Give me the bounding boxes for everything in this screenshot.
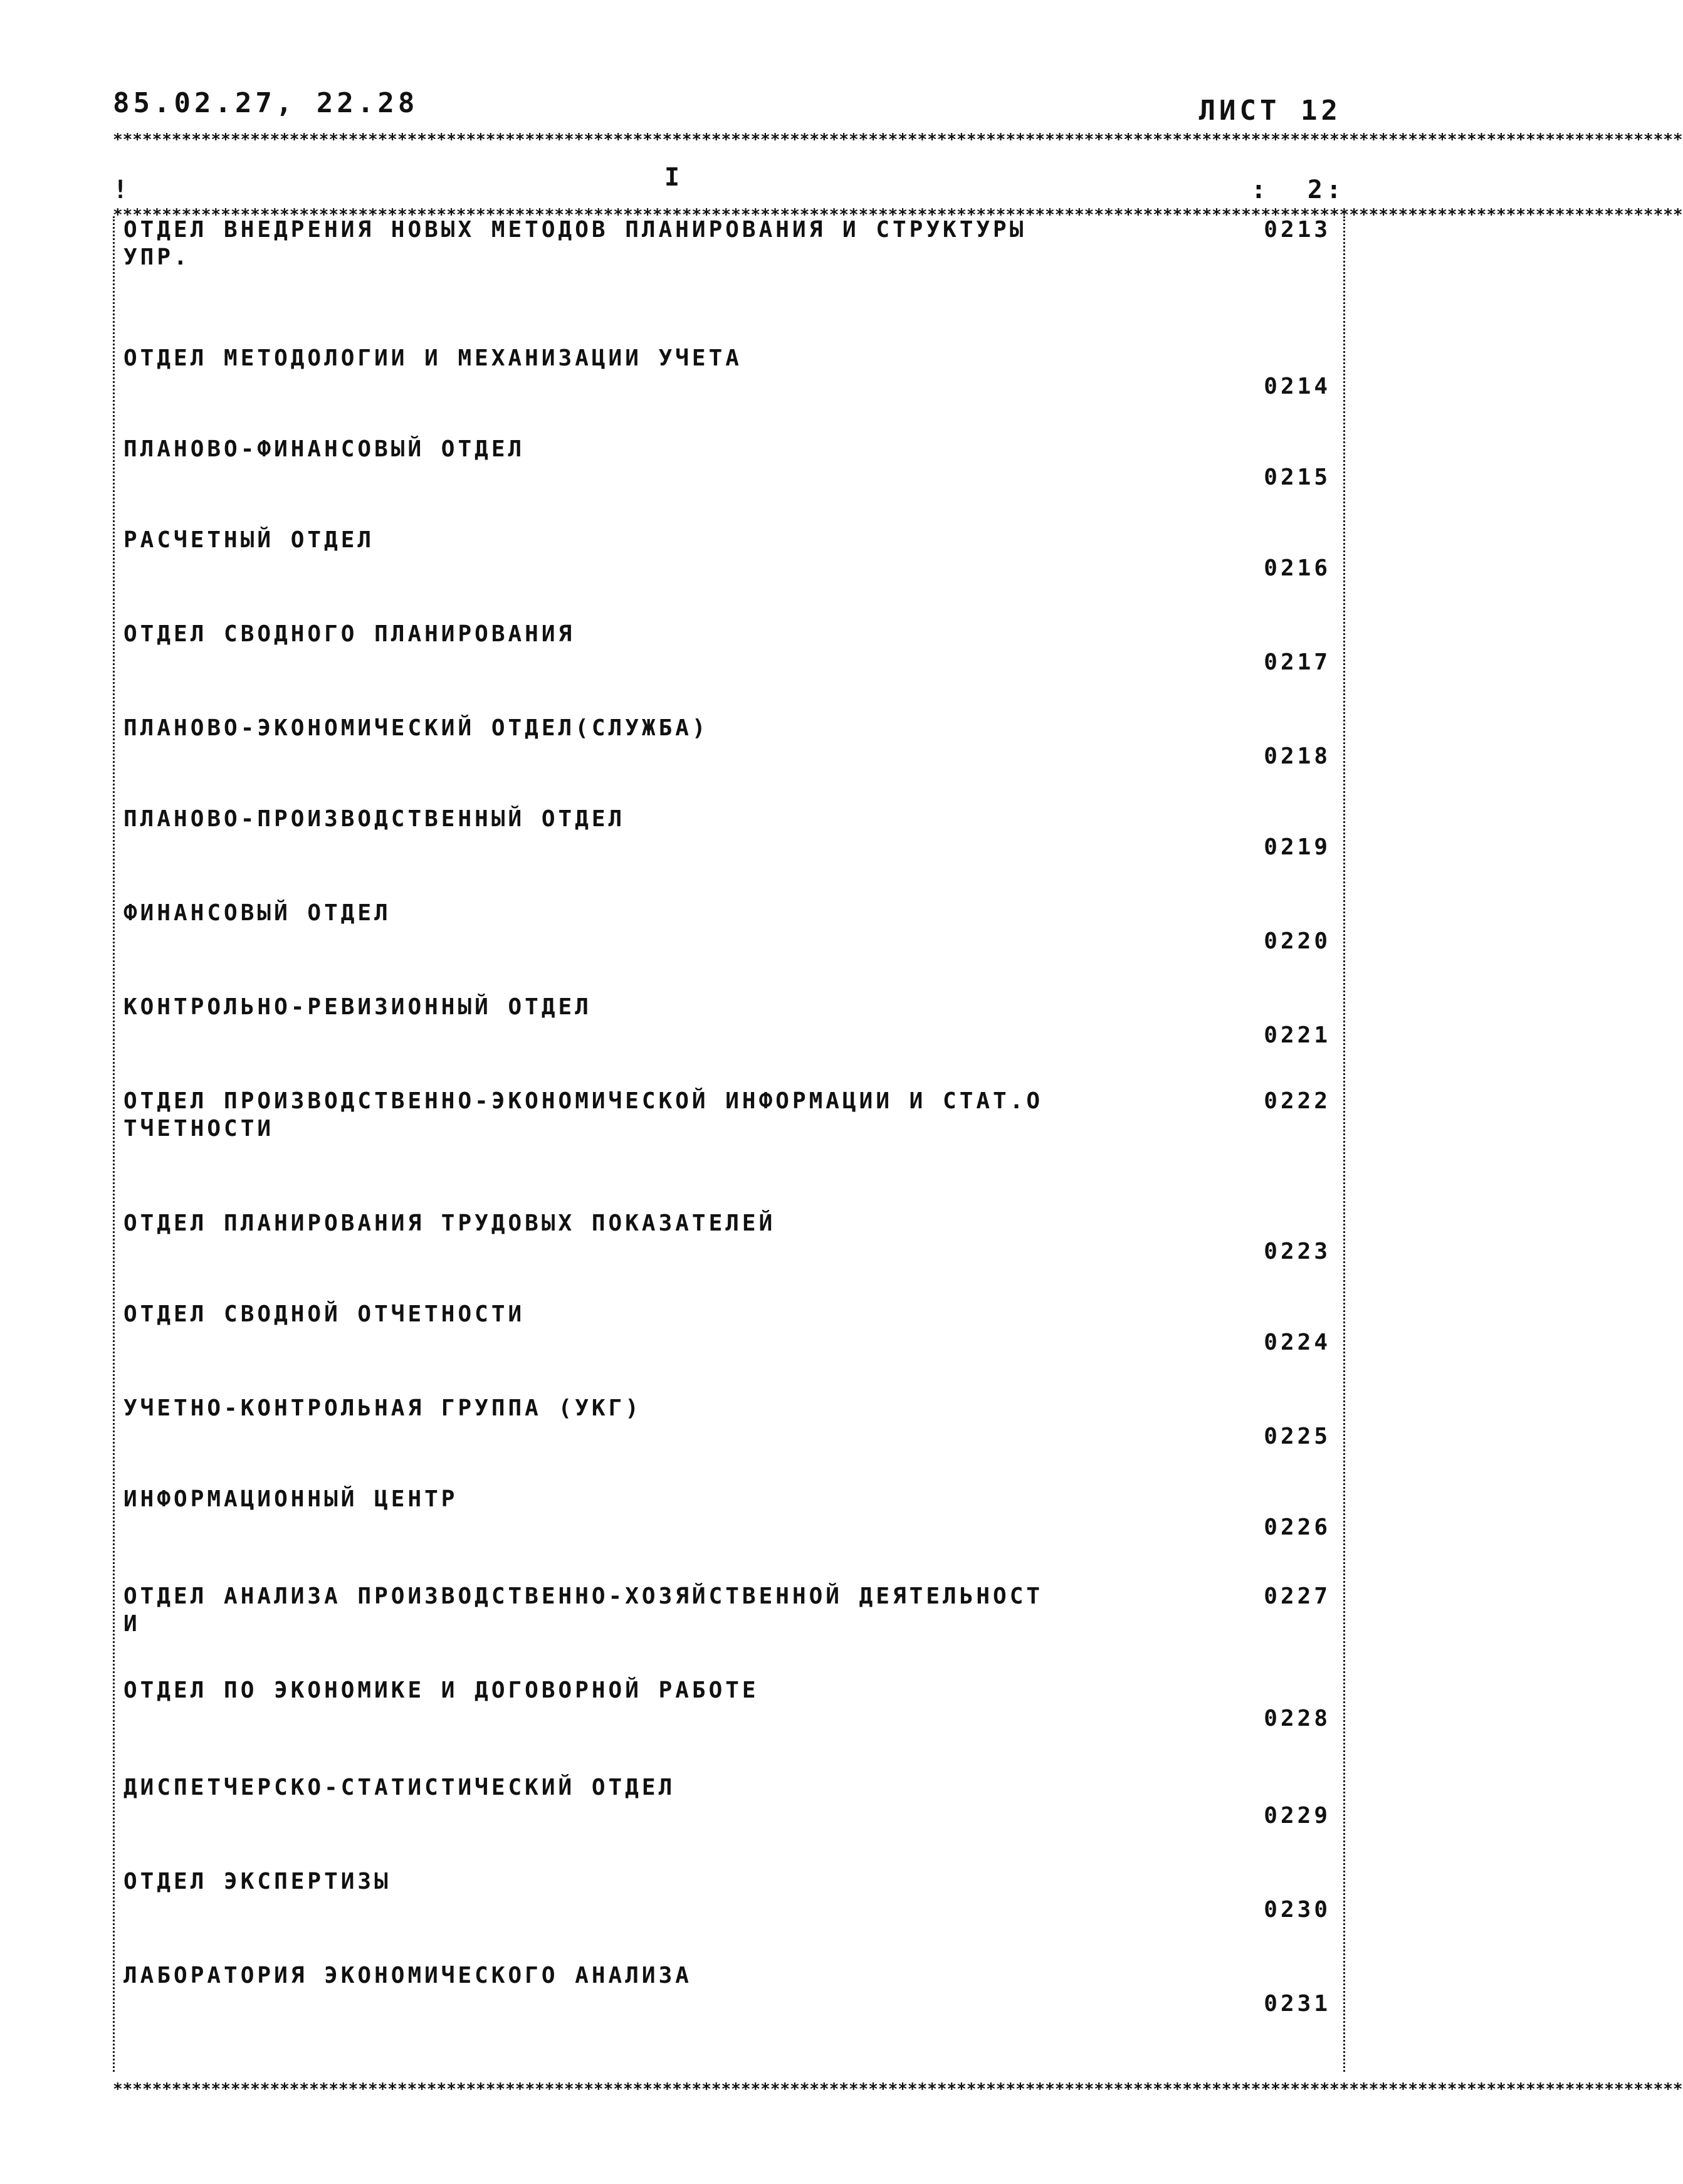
department-code: 0224 xyxy=(1264,1330,1331,1355)
department-code: 0231 xyxy=(1264,1991,1331,2017)
department-table xyxy=(113,216,1345,2072)
printout-sheet xyxy=(113,81,1683,2106)
department-code: 0215 xyxy=(1264,465,1331,490)
asterisk-rule-top: **************************************************************************************************************************************************************** xyxy=(113,130,1683,149)
department-code: 0220 xyxy=(1264,928,1331,954)
department-name: ОТДЕЛ МЕТОДОЛОГИИ И МЕХАНИЗАЦИИ УЧЕТА xyxy=(123,345,742,371)
department-name: ОТДЕЛ ПРОИЗВОДСТВЕННО-ЭКОНОМИЧЕСКОЙ ИНФОРМАЦИИ И СТАТ.О ТЧЕТНОСТИ xyxy=(123,1088,1044,1142)
column-2-number: 2 xyxy=(1307,176,1323,204)
asterisk-rule-header: **************************************************************************************************************************************************************** xyxy=(113,206,1683,224)
department-code: 0213 xyxy=(1264,217,1331,243)
department-name: ПЛАНОВО-ПРОИЗВОДСТВЕННЫЙ ОТДЕЛ xyxy=(123,806,626,832)
column-separator-left: ! xyxy=(113,176,128,204)
department-name: ОТДЕЛ ВНЕДРЕНИЯ НОВЫХ МЕТОДОВ ПЛАНИРОВАНИЯ И СТРУКТУРЫ УПР. xyxy=(123,217,1027,270)
department-code: 0221 xyxy=(1264,1022,1331,1048)
department-name: УЧЕТНО-КОНТРОЛЬНАЯ ГРУППА (УКГ) xyxy=(123,1395,642,1421)
department-name: ОТДЕЛ СВОДНОЙ ОТЧЕТНОСТИ xyxy=(123,1301,525,1327)
department-name: ОТДЕЛ ПЛАНИРОВАНИЯ ТРУДОВЫХ ПОКАЗАТЕЛЕЙ xyxy=(123,1210,776,1236)
department-name: ОТДЕЛ СВОДНОГО ПЛАНИРОВАНИЯ xyxy=(123,621,575,647)
department-code: 0222 xyxy=(1264,1088,1331,1114)
department-code: 0226 xyxy=(1264,1515,1331,1540)
page-header xyxy=(113,81,1341,125)
department-name: ПЛАНОВО-ЭКОНОМИЧЕСКИЙ ОТДЕЛ(СЛУЖБА) xyxy=(123,715,709,741)
department-code: 0230 xyxy=(1264,1897,1331,1923)
department-code: 0223 xyxy=(1264,1239,1331,1264)
department-name: КОНТРОЛЬНО-РЕВИЗИОННЫЙ ОТДЕЛ xyxy=(123,994,592,1020)
column-1-number: I xyxy=(664,163,680,192)
sheet-number: ЛИСТ 12 xyxy=(1198,95,1341,127)
print-date: 85.02.27, 22.28 xyxy=(113,87,419,119)
department-name: ФИНАНСОВЫЙ ОТДЕЛ xyxy=(123,900,391,926)
department-name: ДИСПЕТЧЕРСКО-СТАТИСТИЧЕСКИЙ ОТДЕЛ xyxy=(123,1775,676,1800)
department-name: ОТДЕЛ ЭКСПЕРТИЗЫ xyxy=(123,1869,391,1894)
department-code: 0227 xyxy=(1264,1583,1331,1609)
department-code: 0225 xyxy=(1264,1424,1331,1449)
asterisk-rule-bottom: **************************************************************************************************************************************************************** xyxy=(113,2080,1683,2099)
department-code: 0214 xyxy=(1264,374,1331,399)
column-separator-right: : xyxy=(1326,176,1341,204)
department-name: ПЛАНОВО-ФИНАНСОВЫЙ ОТДЕЛ xyxy=(123,436,525,462)
department-code: 0216 xyxy=(1264,555,1331,581)
department-name: ОТДЕЛ ПО ЭКОНОМИКЕ И ДОГОВОРНОЙ РАБОТЕ xyxy=(123,1677,759,1703)
column-header xyxy=(113,150,1341,207)
department-name: ИНФОРМАЦИОННЫЙ ЦЕНТР xyxy=(123,1486,458,1512)
department-name: ОТДЕЛ АНАЛИЗА ПРОИЗВОДСТВЕННО-ХОЗЯЙСТВЕННОЙ ДЕЯТЕЛЬНОСТ И xyxy=(123,1583,1044,1637)
department-name: РАСЧЕТНЫЙ ОТДЕЛ xyxy=(123,527,375,553)
department-code: 0218 xyxy=(1264,743,1331,769)
department-code: 0217 xyxy=(1264,649,1331,675)
department-code: 0219 xyxy=(1264,834,1331,860)
department-code: 0228 xyxy=(1264,1706,1331,1731)
department-name: ЛАБОРАТОРИЯ ЭКОНОМИЧЕСКОГО АНАЛИЗА xyxy=(123,1963,692,1988)
column-separator-mid: : xyxy=(1250,176,1266,204)
department-code: 0229 xyxy=(1264,1803,1331,1829)
